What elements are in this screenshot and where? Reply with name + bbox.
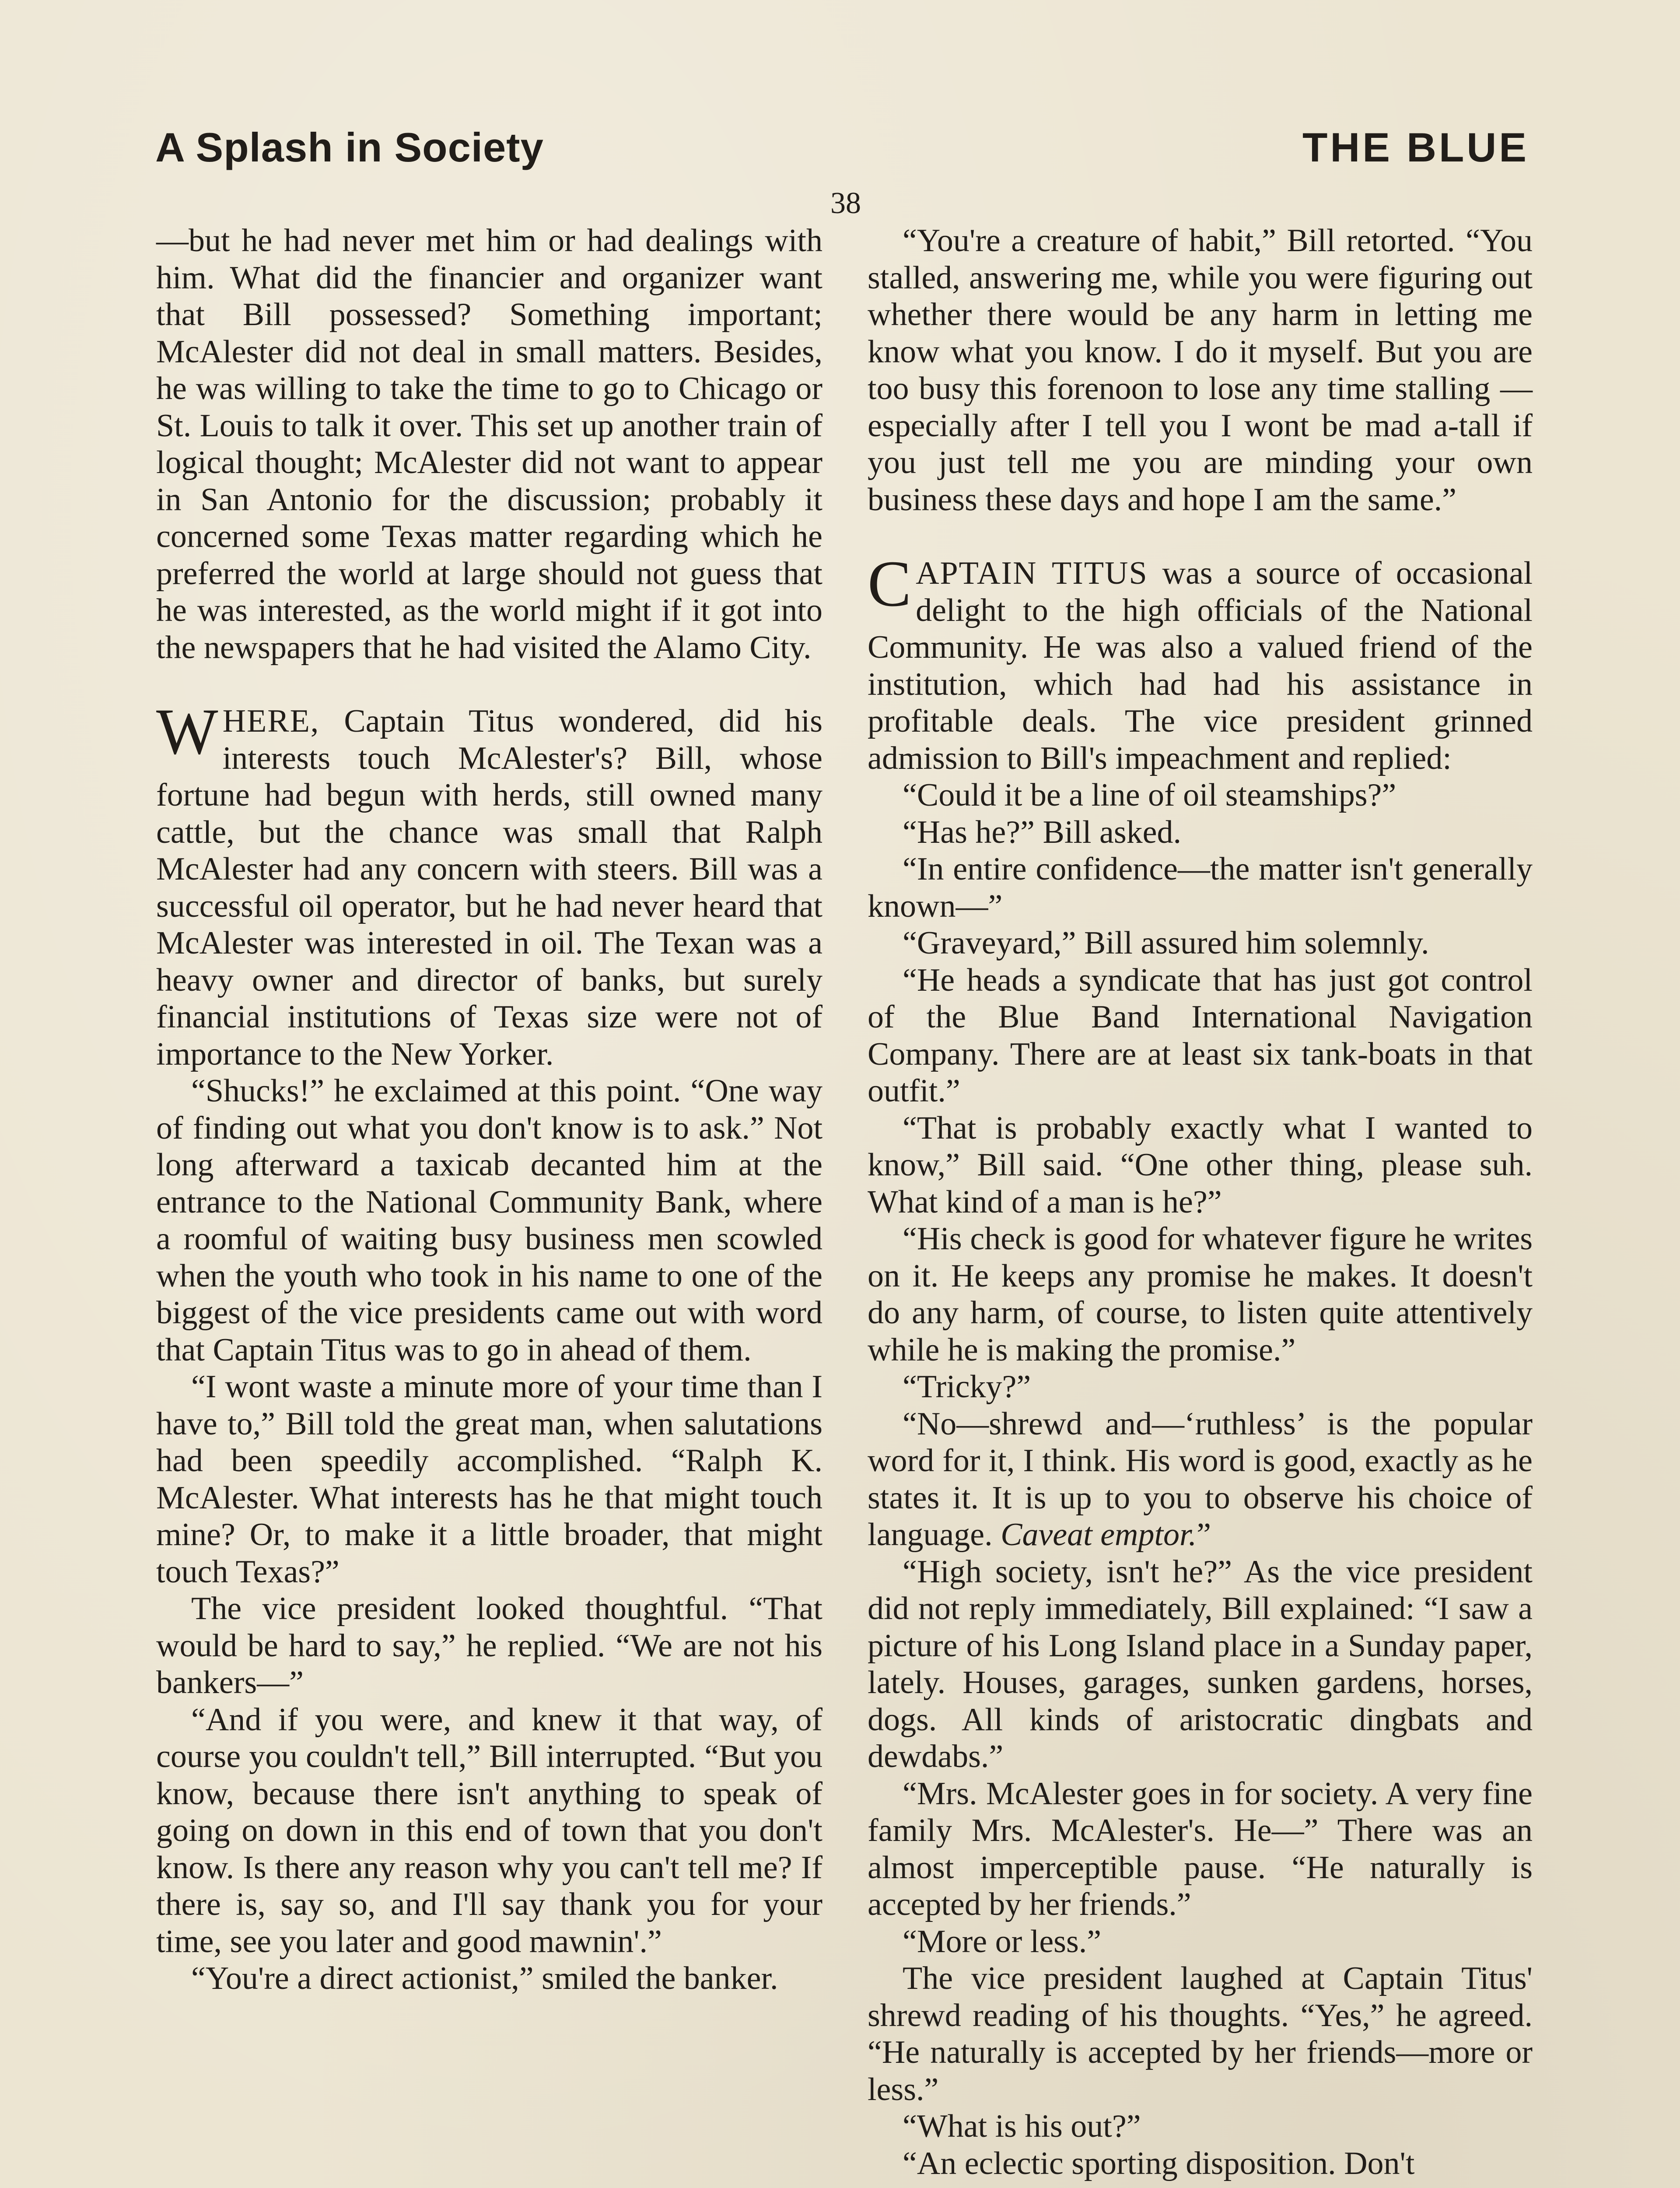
paragraph — [868, 1406, 1533, 1553]
paragraph: “That is probably exactly what I wanted to know,” Bill said. “One other thing, please suh. What kind of a man is he?” — [868, 1110, 1533, 1220]
story-title-header: A Splash in Society — [155, 124, 544, 170]
paragraph: The vice president looked thoughtful. “That would be hard to say,” he replied. “We are not his bankers—” — [156, 1591, 822, 1701]
left-text-column — [156, 222, 822, 1997]
page-number: 38 — [830, 186, 861, 220]
section-break — [156, 666, 822, 703]
paragraph: “And if you were, and knew it that way, of course you couldn't tell,” Bill interrupted. “But you know, because there isn't anything to speak of going on down in this end of town that you don't know. Is there any reason why you can't tell me? If there is, say so, and I'll say thank you for your time, see you later and good mawnin'.” — [156, 1701, 822, 1960]
paragraph: “Shucks!” he exclaimed at this point. “One way of finding out what you don't know is to ask.” Not long afterward a taxicab decanted him at the entrance to the National Community Bank, where a roomful of waiting busy business men scowled when the youth who took in his name to one of the biggest of the vice presidents came out with word that Captain Titus was to go in ahead of them. — [156, 1073, 822, 1368]
paragraph: “I wont waste a minute more of your time than I have to,” Bill told the great man, when salutations had been speedily accomplished. “Ralph K. McAlester. What interests has he that might touch mine? Or, to make it a little broader, that might touch Texas?” — [156, 1369, 822, 1590]
paragraph: “Mrs. McAlester goes in for society. A very fine family Mrs. McAlester's. He—” There was an almost imperceptible pause. “He naturally is accepted by her friends.” — [868, 1775, 1533, 1922]
paragraph: “He heads a syndicate that has just got control of the Blue Band International Navigation Company. There are at least six tank-boats in that outfit.” — [868, 962, 1533, 1109]
paragraph: —but he had never met him or had dealings with him. What did the financier and organizer want that Bill possessed? Something important; McAlester did not deal in small matters. Besides, he was willing to take the time to go to Chicago or St. Louis to talk it over. This set up another train of logical thought; McAlester did not want to appear in San Antonio for the discussion; probably it concerned some Texas matter regarding which he preferred the world at large should not guess that he was interested, as the world might if it got into the newspapers that he had visited the Alamo City. — [156, 223, 822, 666]
magazine-title-header: THE BLUE — [1302, 124, 1529, 170]
right-text-column — [868, 222, 1533, 2182]
small-caps-lead: APTAIN TITUS — [916, 555, 1148, 591]
paragraph-text: was a source of occasional delight to the high officials of the National Community. He was also a valued friend of the institution, which had had his assistance in profitable deals. The vice president grinned admission to Bill's impeachment and replied: — [868, 555, 1533, 776]
paragraph: The vice president laughed at Captain Titus' shrewd reading of his thoughts. “Yes,” he agreed. “He naturally is accepted by her friends—more or less.” — [868, 1960, 1533, 2107]
drop-cap-letter: C — [868, 547, 912, 620]
italic-phrase: Caveat emptor. — [1001, 1517, 1197, 1553]
paragraph: “High society, isn't he?” As the vice president did not reply immediately, Bill explained: “I saw a picture of his Long Island place in a Sunday paper, lately. Houses, garages, sunken gardens, horses, dogs. All kinds of aristocratic dingbats and dewdabs.” — [868, 1553, 1533, 1774]
paragraph: “You're a direct actionist,” smiled the banker. — [191, 1960, 778, 1996]
section-break — [868, 518, 1533, 555]
paragraph: “His check is good for whatever figure he writes on it. He keeps any promise he makes. It doesn't do any harm, of course, to listen quite attentively while he is making the promise.” — [868, 1221, 1533, 1368]
paragraph-text: “No—shrewd and—‘ruthless’ is the popular word for it, I think. His word is good, exactly as he states it. It is up to you to observe his choice of language. — [868, 1406, 1533, 1553]
paragraph: “What is his out?” — [903, 2108, 1141, 2144]
paragraph: “Graveyard,” Bill assured him solemnly. — [903, 925, 1429, 961]
paragraph: “You're a creature of habit,” Bill retorted. “You stalled, answering me, while you were figuring out whether there would be any harm in letting me know what you know. I do it myself. But you are too busy this forenoon to lose any time stalling —especially after I tell you I wont be mad a-tall if you just tell me you are minding your own business these days and hope I am the same.” — [868, 223, 1533, 518]
small-caps-lead: HERE, — [222, 703, 320, 739]
paragraph: “In entire confidence—the matter isn't generally known—” — [868, 851, 1533, 924]
paragraph-text: Captain Titus wondered, did his interests touch McAlester's? Bill, whose fortune had begun with herds, still owned many cattle, but the chance was small that Ralph McAlester had any concern with steers. Bill was a successful oil operator, but he had never heard that McAlester was interested in oil. The Texan was a heavy owner and director of banks, but surely financial institutions of Texas size were not of importance to the New Yorker. — [156, 703, 822, 1072]
paragraph: “Tricky?” — [903, 1369, 1031, 1405]
paragraph-text-end: ” — [1197, 1517, 1211, 1553]
paragraph-dropcap — [156, 695, 822, 1073]
paragraph: “Could it be a line of oil steamships?” — [903, 777, 1396, 813]
paragraph: “Has he?” Bill asked. — [903, 814, 1181, 850]
paragraph: “More or less.” — [903, 1923, 1102, 1960]
paragraph-dropcap — [868, 547, 1533, 777]
drop-cap-letter: W — [156, 695, 218, 768]
paragraph: “An eclectic sporting disposition. Don't — [903, 2145, 1415, 2181]
